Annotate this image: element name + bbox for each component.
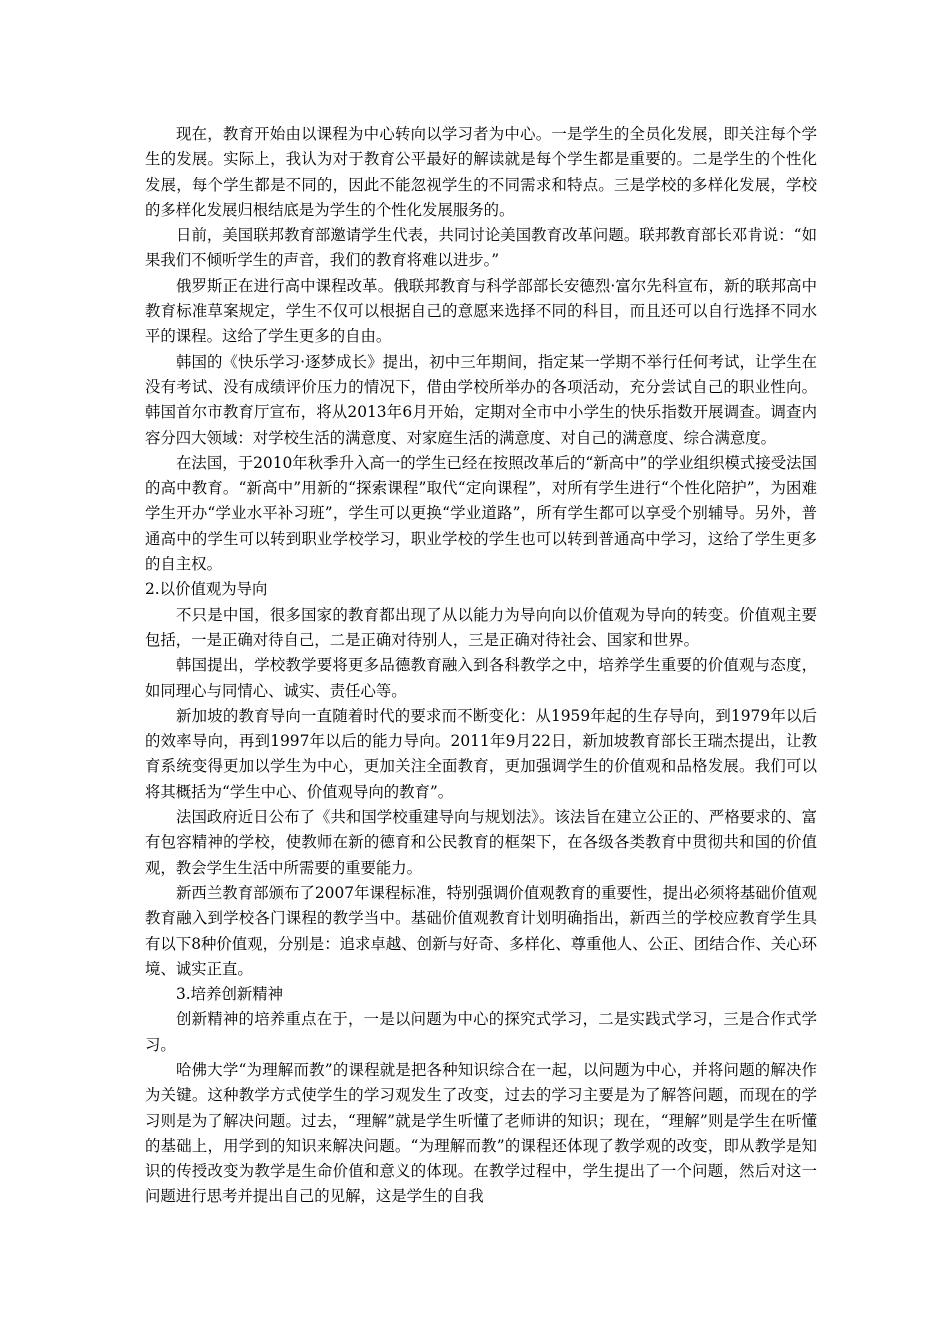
paragraph-singapore: 新加坡的教育导向一直随着时代的要求而不断变化：从1959年起的生存导向，到1979年以后的效率导向，再到1997年以后的能力导向。2011年9月22日，新加坡教育部长王瑞杰提出，让教育系统变得更加以学生为中心，更加关注全面教育，更加强调学生的价值观和品格发展。我们可以将其概括为“学生中心、价值观导向的教育”。 [145,706,817,801]
paragraph-innovation-overview: 创新精神的培养重点在于，一是以问题为中心的探究式学习，二是实践式学习，三是合作式学习。 [145,1010,817,1054]
paragraph-france-law: 法国政府近日公布了《共和国学校重建导向与规划法》。该法旨在建立公正的、严格要求的、富有包容精神的学校，使教师在新的德育和公民教育的框架下，在各级各类教育中贯彻共和国的价值观，教会学生生活中所需要的重要能力。 [145,808,817,877]
paragraph-france-new-high-school: 在法国，于2010年秋季升入高一的学生已经在按照改革后的“新高中”的学业组织模式接受法国的高中教育。“新高中”用新的“探索课程”取代“定向课程”，对所有学生进行“个性化陪护”，为困难学生开办“学业水平补习班”，学生可以更换“学业道路”，所有学生都可以享受个别辅导。另外，普通高中的学生可以转到职业学校学习，职业学校的学生也可以转到普通高中学习，这给了学生更多的自主权。 [145,453,817,574]
paragraph-values-overview: 不只是中国，很多国家的教育都出现了从以能力为导向向以价值观为导向的转变。价值观主要包括，一是正确对待自己，二是正确对待别人，三是正确对待社会、国家和世界。 [145,605,817,649]
section-heading-innovation: 3.培养创新精神 [176,985,284,1004]
paragraph-russia: 俄罗斯正在进行高中课程改革。俄联邦教育与科学部部长安德烈·富尔先科宣布，新的联邦高中教育标准草案规定，学生不仅可以根据自己的意愿来选择不同的科目，而且还可以自行选择不同水平的课程。这给了学生更多的自由。 [145,276,817,346]
paragraph-harvard: 哈佛大学“为理解而教”的课程就是把各种知识综合在一起，以问题为中心，并将问题的解决作为关键。这种教学方式使学生的学习观发生了改变，过去的学习主要是为了解答问题，而现在的学习则是为了解决问题。过去，“理解”就是学生听懂了老师讲的知识；现在，“理解”则是学生在听懂的基础上，用学到的知识来解决问题。“为理解而教”的课程还体现了教学观的改变，即从教学是知识的传授改变为教学是生命价值和意义的体现。在教学过程中，学生提出了一个问题，然后对这一问题进行思考并提出自己的见解，这是学生的自我 [145,1060,817,1206]
paragraph-korea-happy-learning: 韩国的《快乐学习·逐梦成长》提出，初中三年期间，指定某一学期不举行任何考试，让学生在没有考试、没有成绩评价压力的情况下，借由学校所举办的各项活动，充分尝试自己的职业性向。韩国首尔市教育厅宣布，将从2013年6月开始，定期对全市中小学生的快乐指数开展调查。调查内容分四大领域：对学校生活的满意度、对家庭生活的满意度、对自己的满意度、综合满意度。 [145,352,817,447]
paragraph-korea-values: 韩国提出，学校教学要将更多品德教育融入到各科教学之中，培养学生重要的价值观与态度，如同理心与同情心、诚实、责任心等。 [145,656,817,700]
paragraph-new-zealand: 新西兰教育部颁布了2007年课程标准，特别强调价值观教育的重要性，提出必须将基础价值观教育融入到学校各门课程的教学当中。基础价值观教育计划明确指出，新西兰的学校应教育学生具有以下8种价值观，分别是：追求卓越、创新与好奇、多样化、尊重他人、公正、团结合作、关心环境、诚实正直。 [145,883,817,978]
section-heading-values: 2.以价值观为导向 [145,580,268,599]
document-body [145,122,817,1210]
paragraph-usa: 日前，美国联邦教育部邀请学生代表，共同讨论美国教育改革问题。联邦教育部长邓肯说：“如果我们不倾听学生的声音，我们的教育将难以进步。” [145,226,817,270]
paragraph-learner-centered: 现在，教育开始由以课程为中心转向以学习者为中心。一是学生的全员化发展，即关注每个学生的发展。实际上，我认为对于教育公平最好的解读就是每个学生都是重要的。二是学生的个性化发展，每个学生都是不同的，因此不能忽视学生的不同需求和特点。三是学校的多样化发展，学校的多样化发展归根结底是为学生的个性化发展服务的。 [145,125,817,219]
